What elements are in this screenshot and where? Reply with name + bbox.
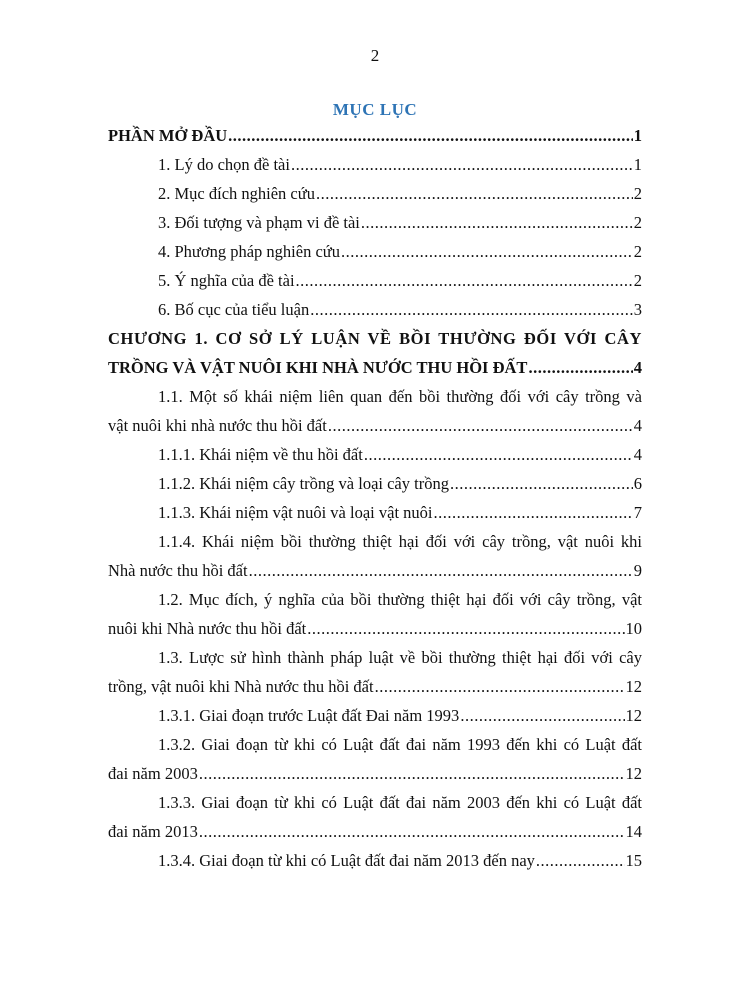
toc-entry[interactable] [108, 440, 642, 469]
toc-entry-page: 3 [633, 300, 642, 319]
toc-leader-dots [341, 237, 633, 266]
toc-leader-dots [434, 498, 633, 527]
toc-entry-text: 4. Phương pháp nghiên cứu [158, 242, 340, 261]
toc-entry-page: 4 [633, 358, 642, 377]
toc-entry[interactable] [108, 730, 642, 788]
toc-entry-text: 1.2. Mục đích, ý nghĩa của bồi thường thiệt hại đối với cây trồng, vật [158, 590, 642, 609]
toc-leader-dots [199, 817, 625, 846]
toc-entry[interactable] [108, 382, 642, 440]
toc-entry-text: 1.1.1. Khái niệm về thu hồi đất [158, 445, 363, 464]
toc-entry[interactable] [108, 788, 642, 846]
toc-entry[interactable] [108, 498, 642, 527]
toc-entry-page: 12 [625, 706, 642, 725]
toc-entry-page: 2 [633, 184, 642, 203]
toc-leader-dots [528, 353, 632, 382]
toc-entry[interactable] [108, 469, 642, 498]
toc-entry-page: 12 [625, 764, 642, 783]
toc-entry-page: 2 [633, 242, 642, 261]
toc-entry-page: 9 [633, 561, 642, 580]
toc-entry-page: 2 [633, 271, 642, 290]
toc-leader-dots [228, 121, 633, 150]
toc-leader-dots [307, 614, 624, 643]
toc-entry-text-cont: đai năm 2003 [108, 764, 198, 783]
toc-entry[interactable] [108, 208, 642, 237]
toc-leader-dots [460, 701, 624, 730]
toc-leader-dots [364, 440, 633, 469]
toc-entry-page: 1 [633, 155, 642, 174]
toc-entry[interactable] [108, 701, 642, 730]
toc-entry[interactable] [108, 585, 642, 643]
toc-entry[interactable] [108, 179, 642, 208]
toc-entry[interactable] [108, 237, 642, 266]
page-number: 2 [370, 46, 380, 65]
toc-entry-chapter-1[interactable] [108, 324, 642, 382]
toc-entry-page: 14 [625, 822, 642, 841]
toc-entry-text: 5. Ý nghĩa của đề tài [158, 271, 295, 290]
toc-leader-dots [316, 179, 633, 208]
toc-entry-text-cont: vật nuôi khi nhà nước thu hồi đất [108, 416, 327, 435]
toc-leader-dots [536, 846, 625, 875]
toc-entry-text: 3. Đối tượng và phạm vi đề tài [158, 213, 360, 232]
toc-entry-text: 2. Mục đích nghiên cứu [158, 184, 315, 203]
toc-leader-dots [199, 759, 625, 788]
toc-entry[interactable] [108, 846, 642, 875]
toc-leader-dots [375, 672, 625, 701]
toc-entry-text-cont: TRỒNG VÀ VẬT NUÔI KHI NHÀ NƯỚC THU HỒI ĐẤT [108, 358, 528, 377]
table-of-contents [108, 121, 642, 875]
toc-entry-page: 10 [625, 619, 642, 638]
toc-entry-page: 4 [633, 445, 642, 464]
toc-entry-text: 6. Bố cục của tiểu luận [158, 300, 310, 319]
toc-leader-dots [328, 411, 633, 440]
toc-leader-dots [310, 295, 633, 324]
toc-leader-dots [361, 208, 633, 237]
toc-entry-text: PHẦN MỞ ĐẦU [108, 126, 228, 145]
toc-entry-text: CHƯƠNG 1. CƠ SỞ LÝ LUẬN VỀ BỒI THƯỜNG ĐỐI VỚI CÂY [108, 329, 642, 348]
toc-entry-text-cont: trồng, vật nuôi khi Nhà nước thu hồi đất [108, 677, 374, 696]
toc-leader-dots [291, 150, 633, 179]
toc-entry-text: 1.3.2. Giai đoạn từ khi có Luật đất đai năm 1993 đến khi có Luật đất [158, 735, 642, 754]
toc-entry-page: 1 [633, 126, 642, 145]
toc-entry-text: 1.3. Lược sử hình thành pháp luật về bồi thường thiệt hại đối với cây [158, 648, 642, 667]
toc-entry-intro[interactable] [108, 121, 642, 150]
toc-entry[interactable] [108, 527, 642, 585]
toc-entry-page: 15 [625, 851, 642, 870]
toc-leader-dots [450, 469, 633, 498]
toc-entry-text: 1.3.3. Giai đoạn từ khi có Luật đất đai năm 2003 đến khi có Luật đất [158, 793, 642, 812]
toc-entry[interactable] [108, 266, 642, 295]
toc-entry[interactable] [108, 643, 642, 701]
toc-entry-text: 1.1.3. Khái niệm vật nuôi và loại vật nuôi [158, 503, 433, 522]
toc-entry-text: 1.3.4. Giai đoạn từ khi có Luật đất đai năm 2013 đến nay [158, 851, 535, 870]
toc-entry[interactable] [108, 295, 642, 324]
toc-entry-text: 1.3.1. Giai đoạn trước Luật đất Đai năm 1993 [158, 706, 460, 725]
toc-entry-text-cont: Nhà nước thu hồi đất [108, 561, 248, 580]
toc-entry-page: 4 [633, 416, 642, 435]
toc-entry-text: 1.1.4. Khái niệm bồi thường thiệt hại đối với cây trồng, vật nuôi khi [158, 532, 642, 551]
toc-entry-text: 1.1. Một số khái niệm liên quan đến bồi thường đối với cây trồng và [158, 387, 642, 406]
toc-entry-page: 6 [633, 474, 642, 493]
toc-title: MỤC LỤC [332, 100, 418, 119]
toc-leader-dots [249, 556, 633, 585]
toc-entry-text-cont: đai năm 2013 [108, 822, 198, 841]
toc-entry[interactable] [108, 150, 642, 179]
toc-leader-dots [296, 266, 633, 295]
toc-entry-page: 2 [633, 213, 642, 232]
toc-entry-text-cont: nuôi khi Nhà nước thu hồi đất [108, 619, 307, 638]
toc-entry-text: 1. Lý do chọn đề tài [158, 155, 290, 174]
toc-entry-page: 7 [633, 503, 642, 522]
toc-entry-page: 12 [625, 677, 642, 696]
toc-entry-text: 1.1.2. Khái niệm cây trồng và loại cây trồng [158, 474, 449, 493]
